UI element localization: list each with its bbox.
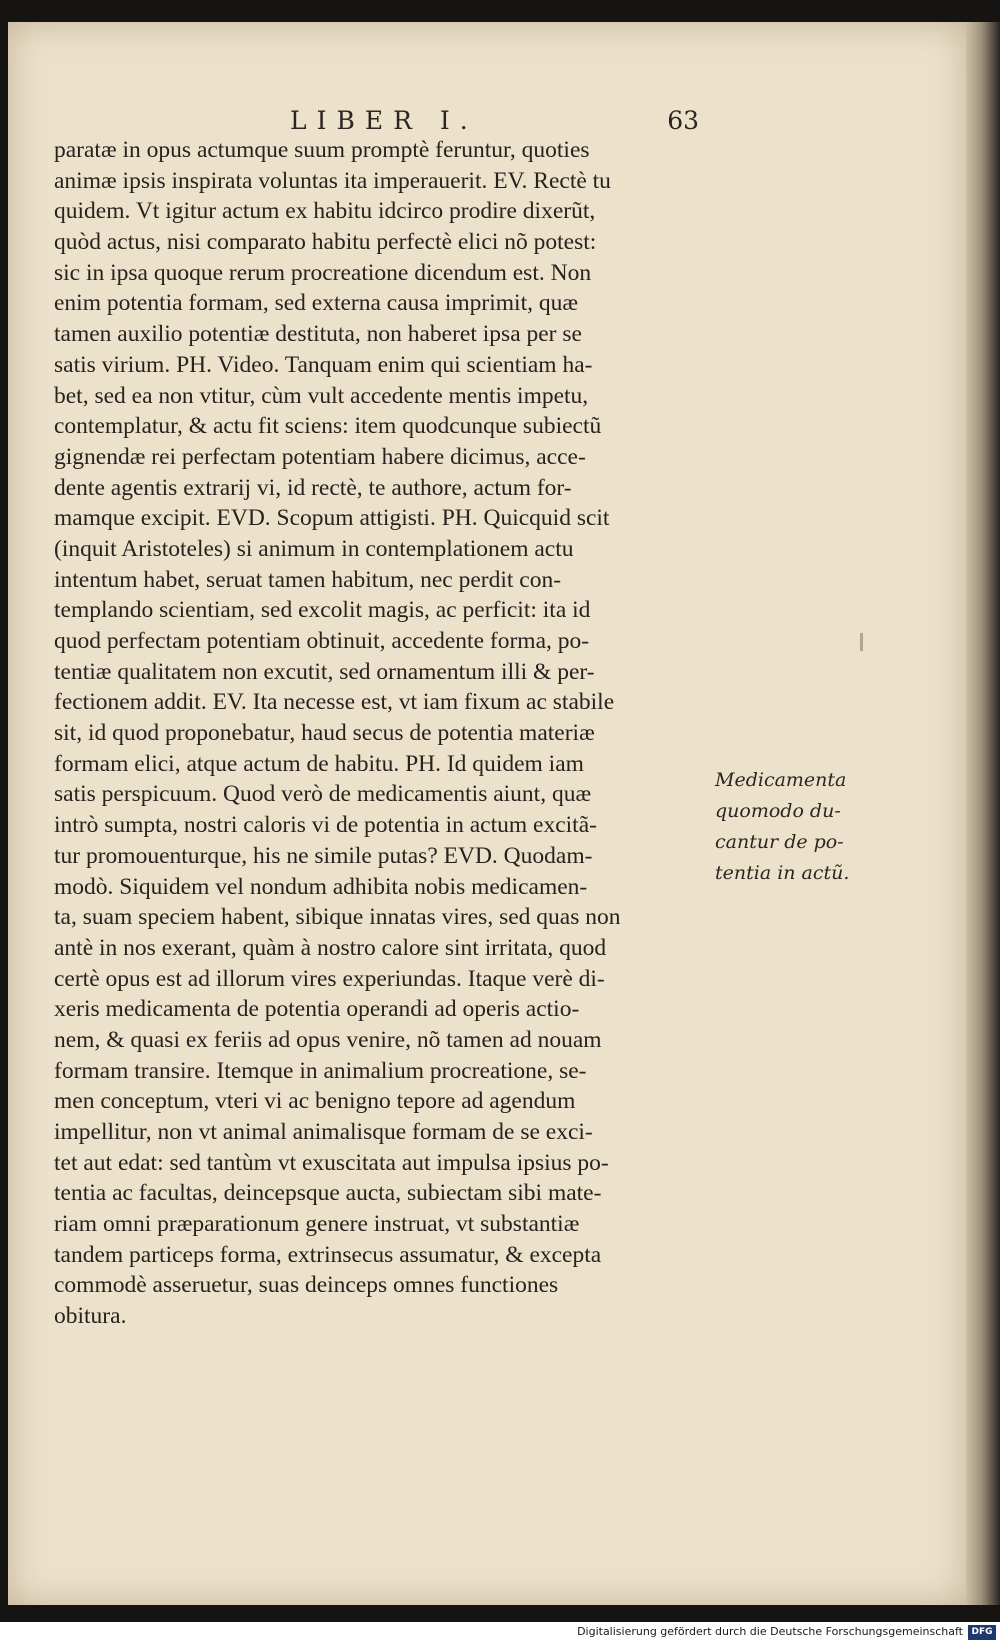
text-line: quod perfectam potentiam obtinuit, accedente forma, po- xyxy=(54,628,590,654)
text-line: obitura. xyxy=(54,1303,127,1330)
text-line: templando scientiam, sed excolit magis, ac perficit: ita id xyxy=(54,597,591,624)
text-line: tet aut edat: sed tantùm vt exuscitata aut impulsa ipsius po- xyxy=(54,1149,609,1176)
text-line: quòd actus, nisi comparato habitu perfectè elici nõ potest: xyxy=(54,229,597,256)
text-line: intrò sumpta, nostri caloris vi de potentia in actum excitã- xyxy=(54,812,597,839)
text-line: fectionem addit. EV. Ita necesse est, vt iam fixum ac stabile xyxy=(54,689,615,716)
text-line: gignendæ rei perfectam potentiam habere dicimus, acce- xyxy=(54,443,586,470)
page-header xyxy=(54,106,699,138)
text-line: impellitur, non vt animal animalisque formam de se exci- xyxy=(54,1119,593,1145)
text-line: dente agentis extrarij vi, id rectè, te authore, actum for- xyxy=(54,474,572,501)
text-line: certè opus est ad illorum vires experiundas. Itaque verè di- xyxy=(54,965,605,992)
page-number: 63 xyxy=(667,106,699,135)
text-line: satis perspicuum. Quod verò de medicamentis aiunt, quæ xyxy=(54,781,592,808)
text-line: sic in ipsa quoque rerum procreatione dicendum est. Non xyxy=(54,259,592,286)
text-line: contemplatur, & actu fit sciens: item quodcunque subiectũ xyxy=(54,413,602,440)
text-line: nem, & quasi ex feriis ad opus venire, nõ tamen ad nouam xyxy=(54,1026,602,1053)
marginal-note-line: cantur de po- xyxy=(715,831,844,853)
text-line: riam omni præparationum genere instruat, vt substantiæ xyxy=(54,1211,580,1238)
text-line: intentum habet, seruat tamen habitum, nec perdit con- xyxy=(54,566,562,593)
text-line: quidem. Vt igitur actum ex habitu idcirco prodire dixerũt, xyxy=(54,198,596,225)
running-head: LIBER I. xyxy=(290,106,478,135)
marginal-note-line: Medicamenta xyxy=(715,769,847,791)
text-line: (inquit Aristoteles) si animum in contemplationem actu xyxy=(54,535,574,562)
page-edge xyxy=(966,22,1000,1605)
text-line: xeris medicamenta de potentia operandi ad operis actio- xyxy=(54,996,580,1023)
footer-bar xyxy=(0,1622,1000,1643)
text-line: commodè asseruetur, suas deinceps omnes functiones xyxy=(54,1272,559,1299)
text-line: animæ ipsis inspirata voluntas ita imperauerit. EV. Rectè tu xyxy=(54,167,611,194)
text-line: formam elici, atque actum de habitu. PH. Id quidem iam xyxy=(54,750,584,777)
text-line: bet, sed ea non vtitur, cùm vult accedente mentis impetu, xyxy=(54,382,589,409)
text-line: antè in nos exerant, quàm à nostro calore sint irritata, quod xyxy=(54,934,607,961)
dfg-logo: DFG xyxy=(968,1625,996,1640)
text-line: enim potentia formam, sed externa causa imprimit, quæ xyxy=(54,290,579,317)
text-line: tentia ac facultas, deincepsque aucta, subiectam sibi mate- xyxy=(54,1180,602,1207)
text-line: sit, id quod proponebatur, haud secus de potentia materiæ xyxy=(54,720,595,747)
text-line: ta, suam speciem habent, sibique innatas vires, sed quas non xyxy=(54,904,621,931)
ink-mark xyxy=(860,633,863,651)
text-line: men conceptum, vteri vi ac benigno tepore ad agendum xyxy=(54,1088,576,1115)
text-line: modò. Siquidem vel nondum adhibita nobis medicamen- xyxy=(54,873,588,900)
body-text xyxy=(54,135,714,1332)
text-line: tur promouenturque, his ne simile putas? EVD. Quodam- xyxy=(54,842,593,869)
text-line: tentiæ qualitatem non excutit, sed ornamentum illi & per- xyxy=(54,658,595,685)
text-line: tamen auxilio potentiæ destituta, non haberet ipsa per se xyxy=(54,321,582,348)
marginal-note-line: tentia in actũ. xyxy=(715,862,850,884)
marginal-note xyxy=(715,765,875,889)
text-line: tandem particeps forma, extrinsecus assumatur, & excepta xyxy=(54,1241,602,1268)
funding-credit: Digitalisierung gefördert durch die Deutsche Forschungsgemeinschaft xyxy=(577,1625,963,1638)
text-line: mamque excipit. EVD. Scopum attigisti. PH. Quicquid scit xyxy=(54,505,610,532)
text-line: paratæ in opus actumque suum promptè feruntur, quoties xyxy=(54,137,590,163)
text-line: satis virium. PH. Video. Tanquam enim qui scientiam ha- xyxy=(54,351,593,378)
marginal-note-line: quomodo du- xyxy=(715,800,841,822)
text-line: formam transire. Itemque in animalium procreatione, se- xyxy=(54,1057,587,1084)
